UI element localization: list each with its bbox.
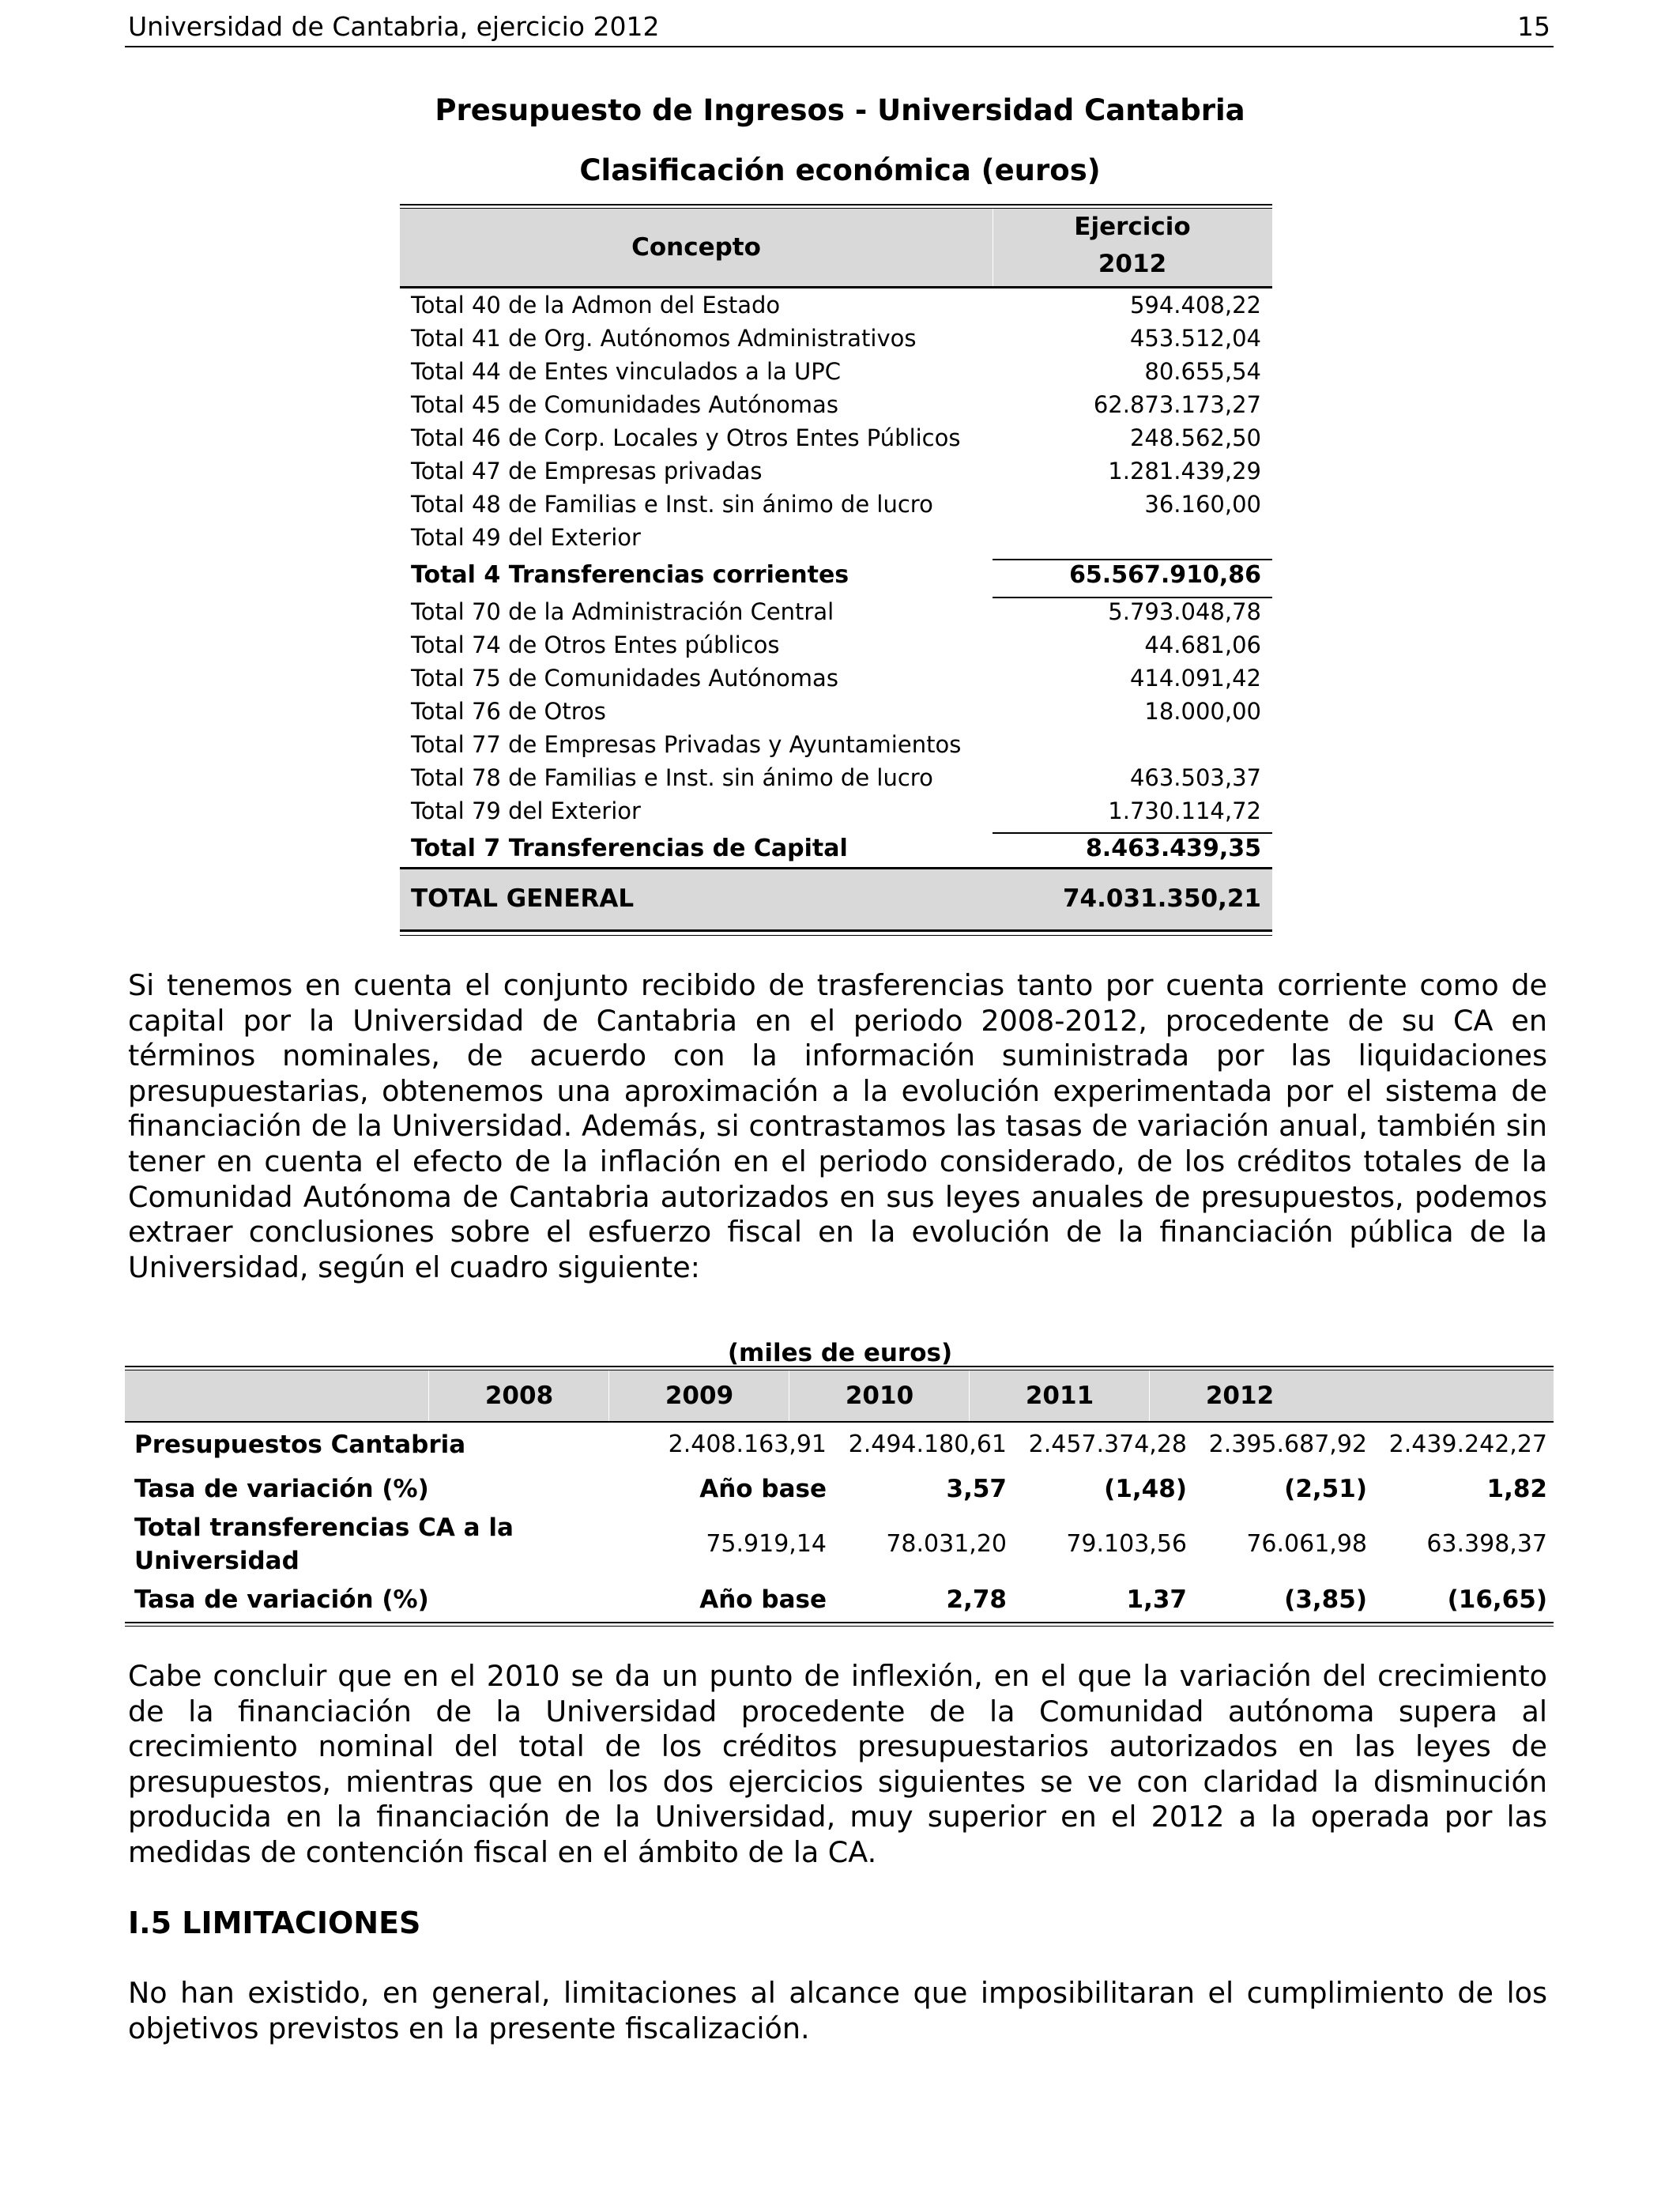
funding-evolution-table	[125, 1366, 1554, 1627]
table-row	[400, 454, 1272, 488]
table-row	[125, 1467, 1554, 1511]
row-label: Presupuestos Cantabria	[134, 1431, 466, 1459]
table-row	[400, 288, 1272, 322]
row-value: 76.061,98	[1246, 1530, 1367, 1558]
row-label: Total 79 del Exterior	[411, 797, 641, 824]
row-label: Tasa de variación (%)	[134, 1585, 429, 1614]
row-label: Total 41 de Org. Autónomos Administrativos	[411, 325, 917, 352]
row-label: Total 46 de Corp. Locales y Otros Entes Públicos	[411, 424, 961, 451]
paragraph-3: No han existido, en general, limitaciones al alcance que imposibilitaran el cumplimiento de los objetivos previstos en la presente fiscalización.	[128, 1976, 1547, 2045]
total4-row	[400, 557, 1272, 594]
row-value: 2.457.374,28	[1028, 1431, 1187, 1458]
table-row	[400, 794, 1272, 827]
row-value: 1,37	[1126, 1585, 1187, 1614]
row-value: 79.103,56	[1066, 1530, 1187, 1558]
row-value: 594.408,22	[1129, 292, 1261, 319]
header-title: Universidad de Cantabria, ejercicio 2012	[128, 11, 660, 42]
row-label: Total 76 de Otros	[411, 698, 606, 725]
paragraph-1: Si tenemos en cuenta el conjunto recibido de trasferencias tanto por cuenta corriente como de capital por la Universidad de Cantabria en el periodo 2008-2012, procedente de su CA en términos nominales, de acuerdo con la información suministrada por las liquidaciones presupuestarias, obtenemos una aproximación a la evolución experimentada por el sistema de financiación de la Universidad. Además, si contrastamos las tasas de variación anual, también sin tener en cuenta el efecto de la inflación en el periodo considerado, de los créditos totales de la Comunidad Autónoma de Cantabria autorizados en sus leyes anuales de presupuestos, podemos extraer conclusiones sobre el esfuerzo fiscal en la evolución de la financiación pública de la Universidad, según el cuadro siguiente:	[128, 968, 1547, 1284]
grand-total-label: TOTAL GENERAL	[411, 884, 635, 913]
row-value: 3,57	[946, 1475, 1007, 1503]
grand-total-value: 74.031.350,21	[1062, 884, 1261, 913]
col-year: 2012	[1098, 250, 1167, 278]
table-row	[400, 662, 1272, 695]
table-row	[400, 695, 1272, 728]
row-value: 463.503,37	[1129, 764, 1261, 791]
row-label: Total 75 de Comunidades Autónomas	[411, 665, 838, 692]
row-label: Total 49 del Exterior	[411, 524, 641, 551]
table1-header	[400, 209, 1272, 288]
table2-header	[125, 1370, 1554, 1423]
table-row	[400, 488, 1272, 521]
row-value: Año base	[699, 1585, 827, 1614]
row-value: (16,65)	[1447, 1585, 1547, 1614]
table-row	[400, 355, 1272, 388]
row-value: 63.398,37	[1426, 1530, 1547, 1558]
table1-subtitle: Clasificación económica (euros)	[579, 153, 1101, 187]
page-header	[125, 5, 1554, 47]
income-budget-table	[400, 204, 1272, 936]
row-value: 2,78	[946, 1585, 1007, 1614]
row-value: 1.730.114,72	[1108, 797, 1261, 824]
row-label: Total 77 de Empresas Privadas y Ayuntamientos	[411, 731, 962, 758]
row-value: 248.562,50	[1129, 424, 1261, 451]
total4-value: 65.567.910,86	[1069, 561, 1261, 589]
page-number: 15	[1517, 11, 1550, 42]
col-ejercicio: Ejercicio	[1074, 213, 1191, 241]
table-row	[400, 322, 1272, 355]
row-value: 1.281.439,29	[1108, 458, 1261, 484]
row-label: Total 70 de la Administración Central	[411, 598, 834, 625]
row-value: 44.681,06	[1144, 631, 1261, 658]
table-row	[400, 421, 1272, 454]
row-value: 78.031,20	[886, 1530, 1007, 1558]
row-value: 36.160,00	[1144, 491, 1261, 518]
row-label: Total 44 de Entes vinculados a la UPC	[411, 358, 842, 385]
row-label: Total transferencias CA a la Universidad	[134, 1514, 514, 1575]
row-value: (1,48)	[1104, 1475, 1187, 1503]
table-row	[400, 595, 1272, 628]
row-value: 2.395.687,92	[1208, 1431, 1367, 1458]
total7-label: Total 7 Transferencias de Capital	[411, 835, 848, 862]
row-value: (3,85)	[1284, 1585, 1367, 1614]
row-label: Total 48 de Familias e Inst. sin ánimo de lucro	[411, 491, 933, 518]
row-value: 1,82	[1486, 1475, 1547, 1503]
row-value: 2.494.180,61	[848, 1431, 1007, 1458]
table-row	[125, 1578, 1554, 1622]
year-header: 2008	[428, 1370, 609, 1421]
row-value: 80.655,54	[1144, 358, 1261, 385]
section-heading: I.5 LIMITACIONES	[128, 1906, 421, 1940]
row-label: Tasa de variación (%)	[134, 1475, 429, 1503]
year-header: 2011	[969, 1370, 1150, 1421]
paragraph-2: Cabe concluir que en el 2010 se da un punto de inflexión, en el que la variación del crecimiento de la financiación de la Universidad procedente de la Comunidad autónoma supera al crecimiento nominal del total de los créditos presupuestarios autorizados en las leyes de presupuestos, mientras que en los dos ejercicios siguientes se ve con claridad la disminución producida en la financiación de la Universidad, muy superior en el 2012 a la operada por las medidas de contención fiscal en el ámbito de la CA.	[128, 1659, 1547, 1869]
table-row	[125, 1511, 1554, 1578]
row-value: 18.000,00	[1144, 698, 1261, 725]
row-value: 414.091,42	[1129, 665, 1261, 692]
row-value: Año base	[699, 1475, 827, 1503]
total7-row	[400, 831, 1272, 867]
row-value: (2,51)	[1284, 1475, 1367, 1503]
table2-caption: (miles de euros)	[727, 1339, 953, 1367]
table1-title: Presupuesto de Ingresos - Universidad Cantabria	[435, 93, 1245, 127]
total4-label: Total 4 Transferencias corrientes	[411, 561, 849, 589]
year-header: 2009	[608, 1370, 789, 1421]
table-row	[125, 1423, 1554, 1467]
row-value: 453.512,04	[1129, 325, 1261, 352]
table-row	[400, 728, 1272, 761]
year-header: 2010	[789, 1370, 970, 1421]
row-label: Total 47 de Empresas privadas	[411, 458, 763, 484]
total7-value: 8.463.439,35	[1085, 835, 1261, 862]
row-label: Total 74 de Otros Entes públicos	[411, 631, 780, 658]
table-row	[400, 761, 1272, 794]
row-value: 2.439.242,27	[1388, 1431, 1547, 1458]
col-concepto: Concepto	[400, 209, 993, 286]
row-label: Total 78 de Familias e Inst. sin ánimo de lucro	[411, 764, 933, 791]
row-label: Total 40 de la Admon del Estado	[411, 292, 781, 319]
row-value: 62.873.173,27	[1093, 391, 1261, 418]
grand-total-row	[400, 867, 1272, 932]
row-value: 2.408.163,91	[668, 1431, 827, 1458]
year-header: 2012	[1149, 1370, 1330, 1421]
table-row	[400, 628, 1272, 662]
row-value: 75.919,14	[706, 1530, 827, 1558]
table-row	[400, 388, 1272, 421]
row-label: Total 45 de Comunidades Autónomas	[411, 391, 838, 418]
row-value: 5.793.048,78	[1108, 598, 1261, 625]
table-row	[400, 521, 1272, 554]
